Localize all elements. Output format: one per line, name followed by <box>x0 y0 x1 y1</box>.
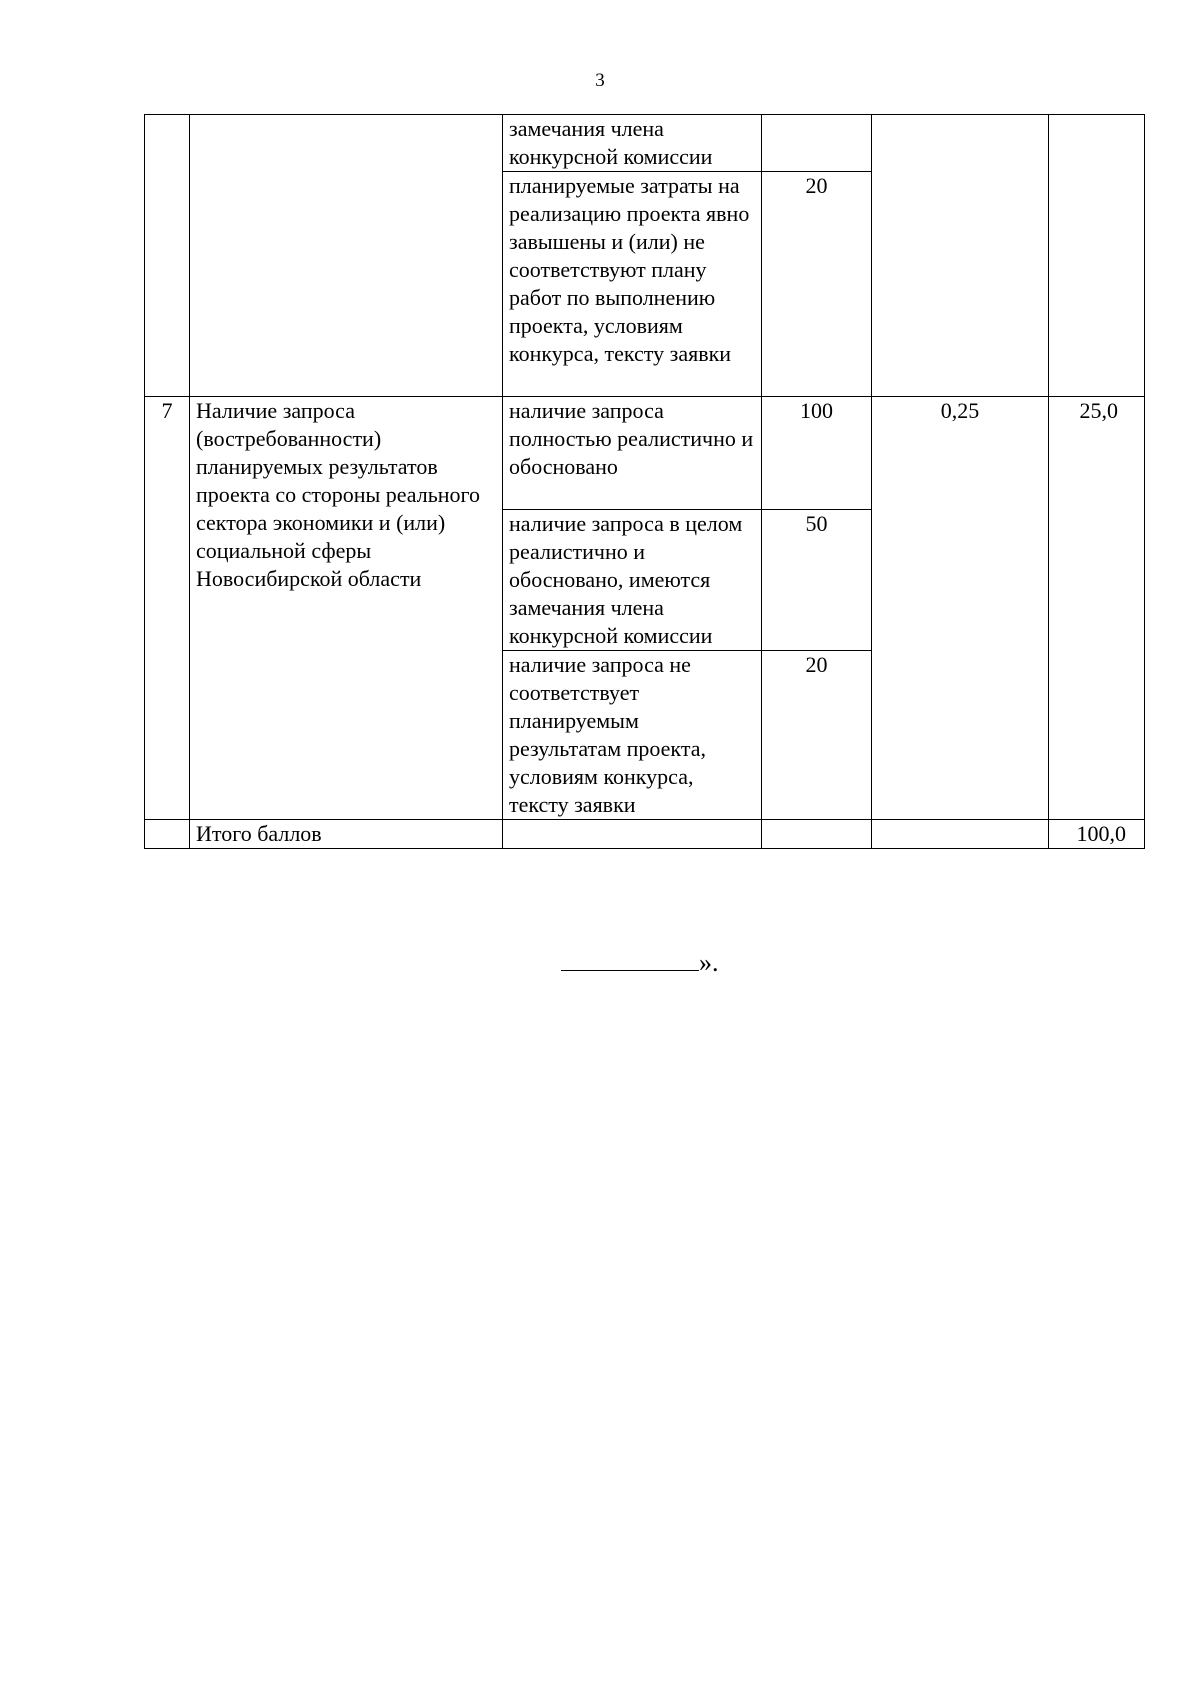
level-points: 20 <box>762 172 872 397</box>
level-description: наличие запроса в целом реалистично и обосновано, имеются замечания члена конкурсной комиссии <box>503 510 762 651</box>
criteria-table <box>144 114 1145 849</box>
table-row <box>145 115 1145 172</box>
criterion-max-score: 25,0 <box>1049 397 1145 820</box>
criterion-name <box>190 115 503 397</box>
criterion-name: Наличие запроса (востребованности) планируемых результатов проекта со стороны реального сектора экономики и (или) социальной сферы Новосибирской области <box>190 397 503 820</box>
level-description: планируемые затраты на реализацию проекта явно завышены и (или) не соответствуют плану работ по выполнению проекта, условиям конкурса, тексту заявки <box>503 172 762 397</box>
criterion-max-score <box>1049 115 1145 397</box>
level-points: 100 <box>762 397 872 510</box>
level-points: 50 <box>762 510 872 651</box>
page-number: 3 <box>595 70 605 91</box>
level-description: наличие запроса полностью реалистично и обосновано <box>503 397 762 510</box>
total-row <box>145 820 1145 849</box>
level-description: замечания члена конкурсной комиссии <box>503 115 762 172</box>
criterion-number <box>145 115 190 397</box>
table-row <box>145 397 1145 510</box>
level-points <box>762 115 872 172</box>
criterion-coefficient <box>872 115 1049 397</box>
closing-quote: ». <box>699 948 719 977</box>
total-max-score: 100,0 <box>1049 820 1145 849</box>
criterion-coefficient: 0,25 <box>872 397 1049 820</box>
level-description: наличие запроса не соответствует планируемым результатам проекта, условиям конкурса, тексту заявки <box>503 651 762 820</box>
closing-mark <box>561 946 719 978</box>
total-label: Итого баллов <box>190 820 503 849</box>
criterion-number: 7 <box>145 397 190 820</box>
level-points: 20 <box>762 651 872 820</box>
signature-line <box>561 946 699 971</box>
